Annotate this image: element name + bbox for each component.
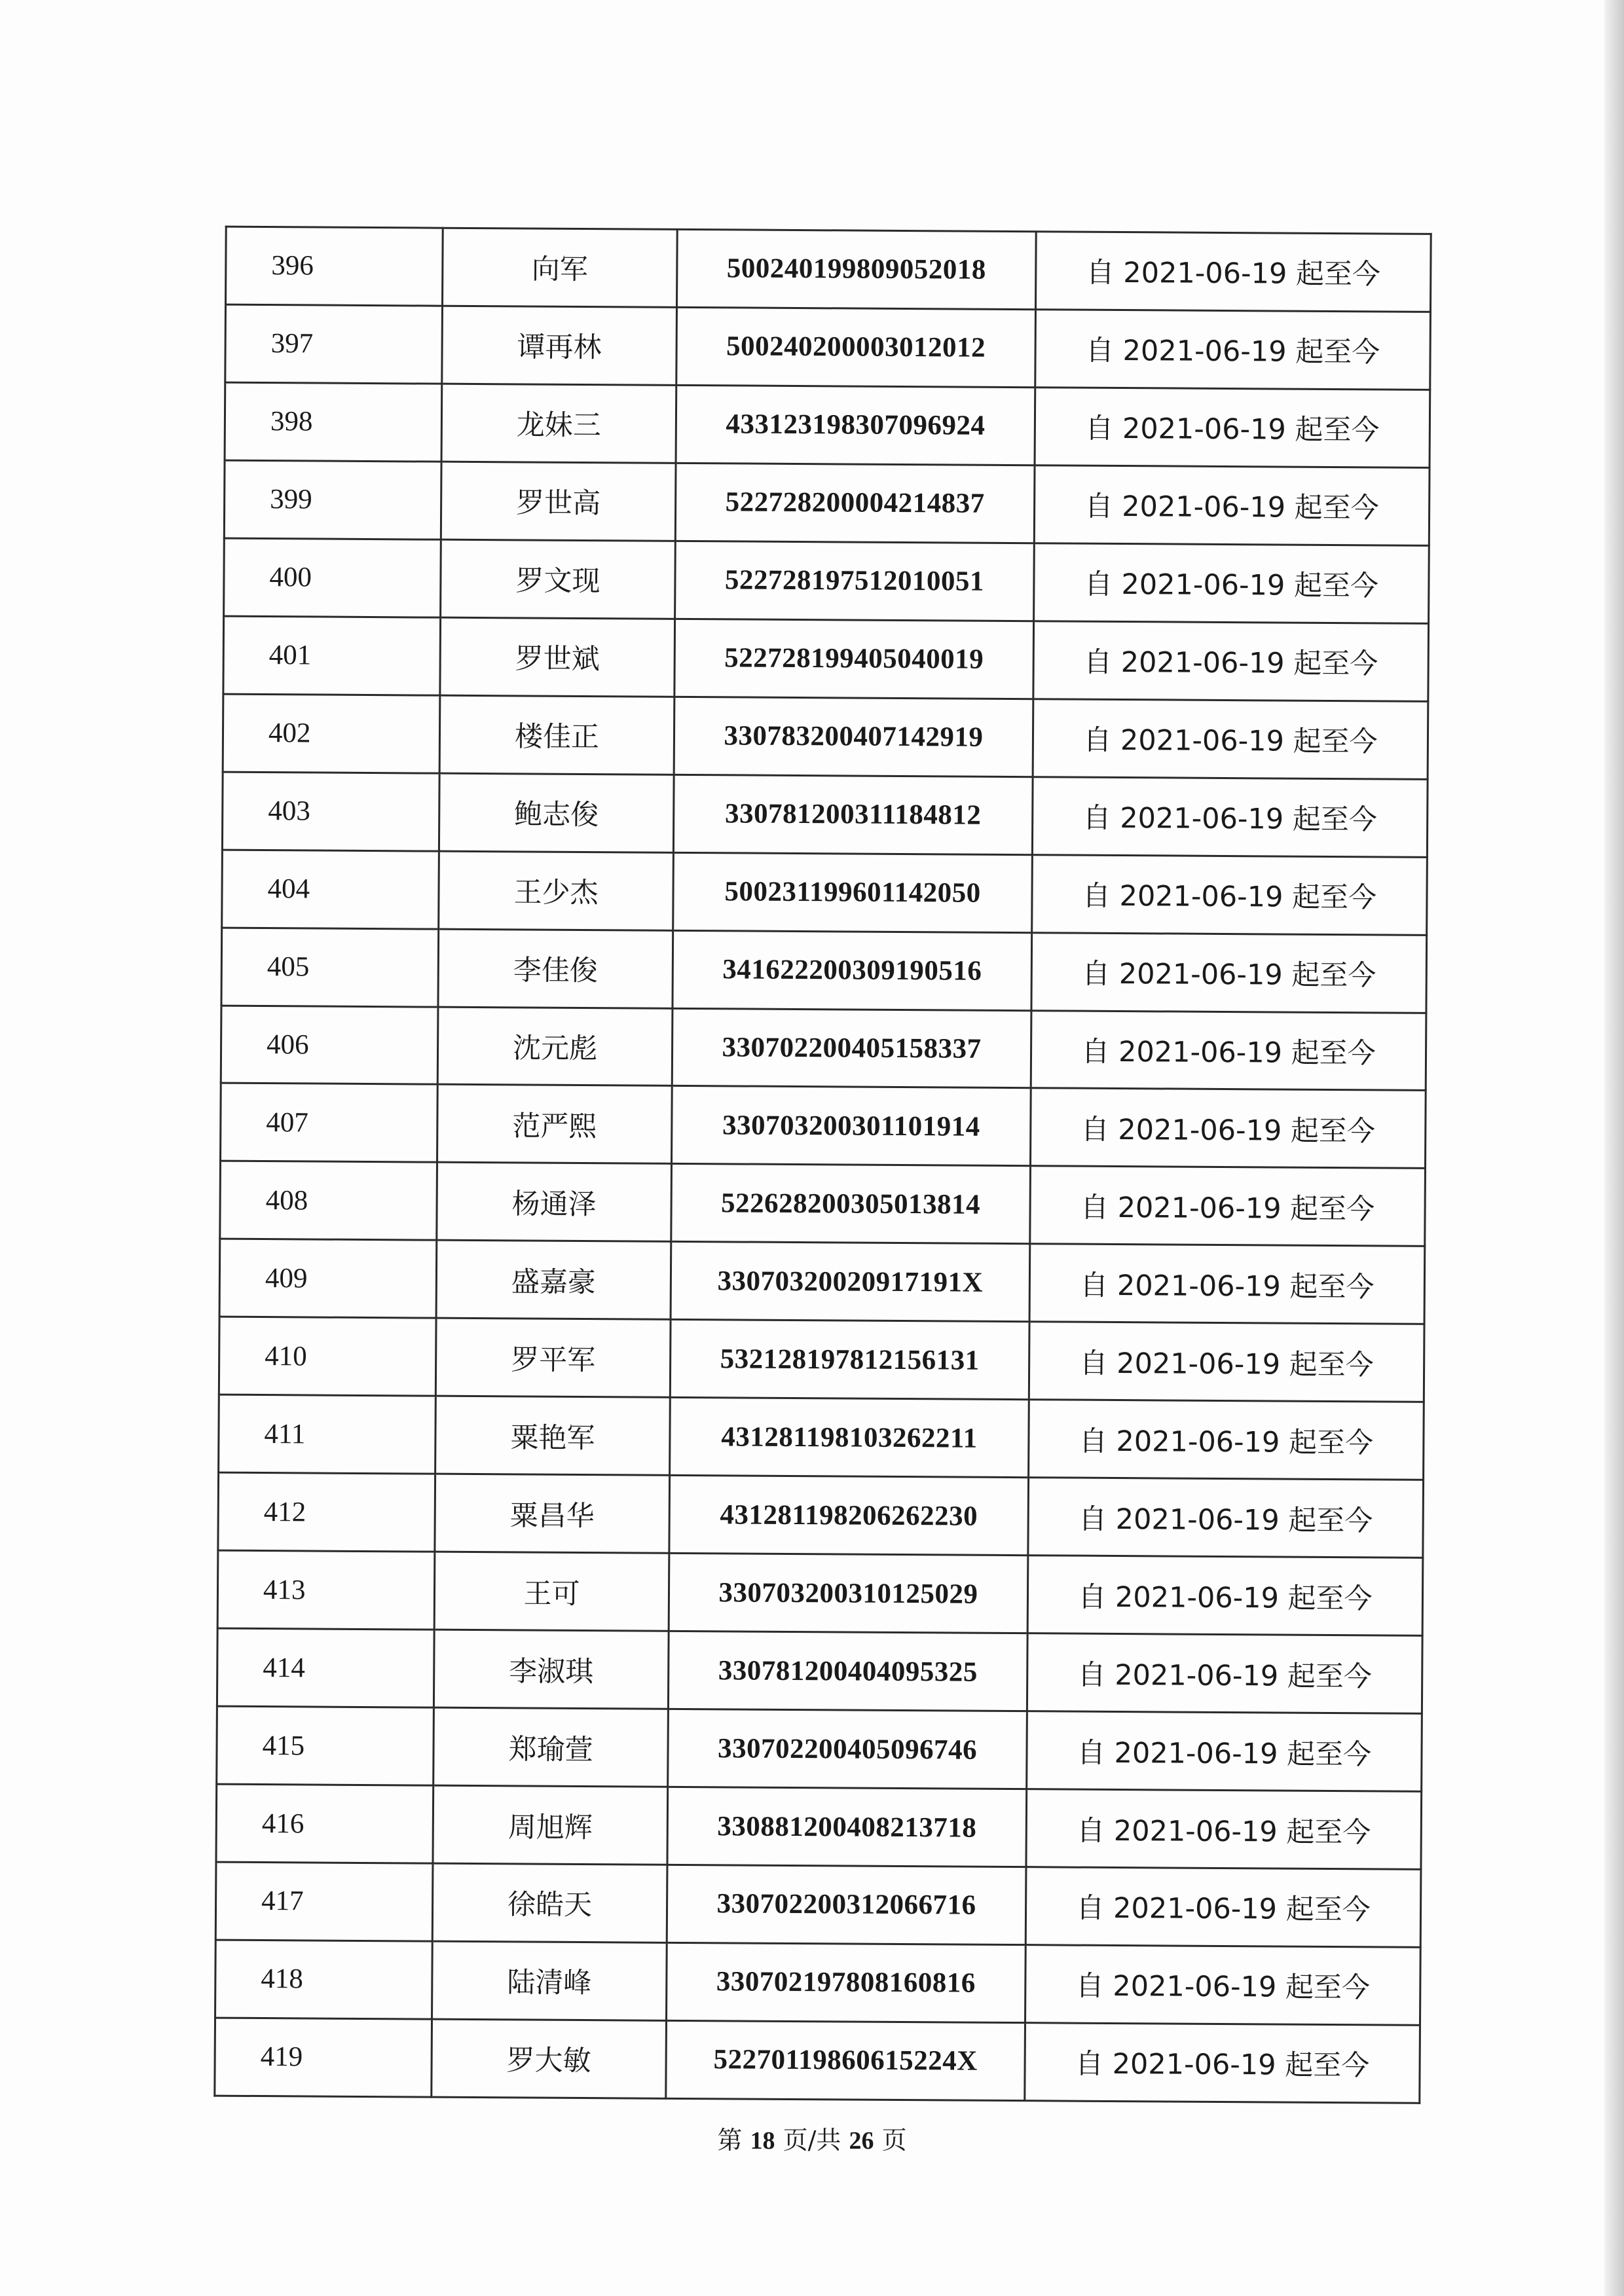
id-number-cell: 52270119860615224X xyxy=(666,2020,1025,2100)
period-cell: 自 2021-06-19 起至今 xyxy=(1035,310,1431,390)
table-row xyxy=(219,1317,1424,1402)
id-number-cell: 522728197512010051 xyxy=(675,541,1035,621)
name-cell: 罗世斌 xyxy=(440,617,675,697)
period-cell: 自 2021-06-19 起至今 xyxy=(1032,776,1428,857)
table-row xyxy=(219,1394,1424,1480)
name-cell: 范严熙 xyxy=(437,1085,673,1164)
table-row xyxy=(217,1628,1422,1713)
period-cell: 自 2021-06-19 起至今 xyxy=(1026,1789,1422,1870)
row-number-cell: 418 xyxy=(215,1940,433,2019)
id-number-cell: 330781200311184812 xyxy=(673,774,1033,854)
table-row xyxy=(221,928,1427,1013)
name-cell: 杨通泽 xyxy=(437,1163,672,1242)
id-number-cell: 330781200404095325 xyxy=(668,1631,1027,1711)
id-number-cell: 33070320020917191X xyxy=(671,1242,1030,1322)
period-cell: 自 2021-06-19 起至今 xyxy=(1030,1088,1426,1169)
name-cell: 王少杰 xyxy=(439,851,674,930)
row-number-cell: 404 xyxy=(222,850,439,929)
name-cell: 罗平军 xyxy=(435,1318,671,1397)
row-number-cell: 403 xyxy=(222,772,439,851)
id-number-cell: 431281198103262211 xyxy=(670,1398,1029,1478)
table-row xyxy=(219,1239,1425,1324)
table-row xyxy=(217,1706,1422,1791)
footer-middle: 页/共 xyxy=(783,2126,841,2155)
name-cell: 罗大敏 xyxy=(432,2019,667,2098)
row-number-cell: 416 xyxy=(216,1784,434,1863)
roster-table-wrapper xyxy=(213,226,1381,2104)
row-number-cell: 412 xyxy=(218,1472,435,1552)
table-row xyxy=(215,1940,1421,2025)
name-cell: 徐皓天 xyxy=(432,1863,667,1942)
period-cell: 自 2021-06-19 起至今 xyxy=(1035,232,1431,312)
footer-total-pages: 26 xyxy=(849,2127,874,2155)
period-cell: 自 2021-06-19 起至今 xyxy=(1035,388,1430,468)
row-number-cell: 410 xyxy=(219,1317,436,1396)
period-cell: 自 2021-06-19 起至今 xyxy=(1034,465,1430,546)
id-number-cell: 330703200310125029 xyxy=(669,1554,1028,1633)
table-row xyxy=(221,1006,1426,1091)
row-number-cell: 406 xyxy=(221,1006,438,1085)
row-number-cell: 402 xyxy=(223,694,440,773)
name-cell: 王可 xyxy=(434,1552,669,1631)
name-cell: 李佳俊 xyxy=(438,929,673,1008)
name-cell: 粟昌华 xyxy=(435,1474,670,1553)
period-cell: 自 2021-06-19 起至今 xyxy=(1033,621,1429,701)
table-row xyxy=(216,1784,1422,1869)
name-cell: 向军 xyxy=(443,228,678,307)
row-number-cell: 405 xyxy=(221,928,439,1007)
name-cell: 周旭辉 xyxy=(433,1785,668,1865)
name-cell: 李淑琪 xyxy=(434,1630,669,1709)
name-cell: 粟艳军 xyxy=(435,1396,671,1475)
row-number-cell: 417 xyxy=(215,1862,433,1941)
table-row xyxy=(222,850,1428,935)
roster-table xyxy=(213,226,1431,2104)
name-cell: 郑瑜萱 xyxy=(434,1707,669,1787)
name-cell: 鲍志俊 xyxy=(439,773,674,852)
name-cell: 龙妹三 xyxy=(441,384,676,463)
id-number-cell: 500240200003012012 xyxy=(676,307,1036,387)
table-row xyxy=(221,1084,1426,1169)
row-number-cell: 408 xyxy=(220,1161,437,1241)
period-cell: 自 2021-06-19 起至今 xyxy=(1025,1867,1421,1948)
footer-prefix: 第 xyxy=(717,2126,743,2155)
period-cell: 自 2021-06-19 起至今 xyxy=(1027,1711,1422,1792)
table-row xyxy=(223,694,1428,779)
page-footer xyxy=(0,2120,1624,2156)
period-cell: 自 2021-06-19 起至今 xyxy=(1030,1166,1426,1247)
name-cell: 沈元彪 xyxy=(437,1007,673,1086)
table-row xyxy=(225,382,1430,467)
name-cell: 罗文现 xyxy=(441,539,676,619)
row-number-cell: 413 xyxy=(217,1550,435,1630)
period-cell: 自 2021-06-19 起至今 xyxy=(1033,699,1428,779)
period-cell: 自 2021-06-19 起至今 xyxy=(1034,543,1430,624)
row-number-cell: 409 xyxy=(219,1239,437,1319)
table-row xyxy=(224,460,1430,545)
row-number-cell: 397 xyxy=(225,304,443,384)
table-row xyxy=(222,772,1428,857)
footer-suffix: 页 xyxy=(881,2126,907,2155)
row-number-cell: 419 xyxy=(215,2018,432,2097)
roster-table-body xyxy=(215,227,1431,2103)
id-number-cell: 330783200407142919 xyxy=(674,697,1033,776)
id-number-cell: 522628200305013814 xyxy=(671,1164,1031,1244)
row-number-cell: 396 xyxy=(226,227,443,306)
row-number-cell: 414 xyxy=(217,1628,434,1707)
row-number-cell: 415 xyxy=(217,1706,434,1785)
row-number-cell: 411 xyxy=(219,1394,436,1474)
id-number-cell: 330702200405096746 xyxy=(668,1709,1027,1789)
row-number-cell: 398 xyxy=(225,382,442,462)
id-number-cell: 500231199601142050 xyxy=(673,852,1033,932)
period-cell: 自 2021-06-19 起至今 xyxy=(1027,1556,1423,1636)
period-cell: 自 2021-06-19 起至今 xyxy=(1029,1244,1425,1324)
period-cell: 自 2021-06-19 起至今 xyxy=(1027,1633,1422,1714)
table-row xyxy=(215,1862,1421,1947)
period-cell: 自 2021-06-19 起至今 xyxy=(1031,932,1427,1013)
id-number-cell: 433123198307096924 xyxy=(676,385,1035,465)
footer-current-page: 18 xyxy=(750,2127,775,2155)
row-number-cell: 400 xyxy=(224,538,441,617)
period-cell: 自 2021-06-19 起至今 xyxy=(1028,1478,1424,1558)
period-cell: 自 2021-06-19 起至今 xyxy=(1029,1400,1424,1480)
name-cell: 陆清峰 xyxy=(432,1941,667,2020)
id-number-cell: 330703200301101914 xyxy=(672,1086,1031,1166)
table-row xyxy=(218,1472,1424,1558)
id-number-cell: 500240199809052018 xyxy=(676,229,1036,309)
row-number-cell: 401 xyxy=(223,616,441,695)
id-number-cell: 431281198206262230 xyxy=(669,1476,1029,1556)
table-row xyxy=(226,227,1431,312)
table-row xyxy=(225,304,1431,390)
name-cell: 谭再林 xyxy=(442,306,677,385)
id-number-cell: 330702197808160816 xyxy=(667,1942,1026,2022)
scan-edge-shadow xyxy=(1604,0,1624,2296)
id-number-cell: 330702200405158337 xyxy=(672,1008,1031,1088)
row-number-cell: 399 xyxy=(224,460,441,539)
id-number-cell: 522728200004214837 xyxy=(675,463,1035,543)
period-cell: 自 2021-06-19 起至今 xyxy=(1029,1322,1424,1402)
id-number-cell: 532128197812156131 xyxy=(670,1320,1029,1400)
table-row xyxy=(217,1550,1423,1635)
period-cell: 自 2021-06-19 起至今 xyxy=(1032,854,1428,935)
table-row xyxy=(220,1161,1426,1247)
id-number-cell: 522728199405040019 xyxy=(674,619,1034,699)
table-row xyxy=(215,2018,1420,2103)
table-row xyxy=(224,538,1430,623)
period-cell: 自 2021-06-19 起至今 xyxy=(1025,2023,1420,2104)
period-cell: 自 2021-06-19 起至今 xyxy=(1031,1010,1426,1091)
name-cell: 罗世高 xyxy=(441,462,676,541)
row-number-cell: 407 xyxy=(221,1084,438,1163)
name-cell: 楼佳正 xyxy=(439,695,674,774)
id-number-cell: 330702200312066716 xyxy=(667,1865,1026,1944)
id-number-cell: 341622200309190516 xyxy=(673,930,1032,1010)
period-cell: 自 2021-06-19 起至今 xyxy=(1025,1945,1421,2026)
table-row xyxy=(223,616,1429,701)
id-number-cell: 330881200408213718 xyxy=(667,1787,1027,1867)
name-cell: 盛嘉豪 xyxy=(436,1241,671,1320)
